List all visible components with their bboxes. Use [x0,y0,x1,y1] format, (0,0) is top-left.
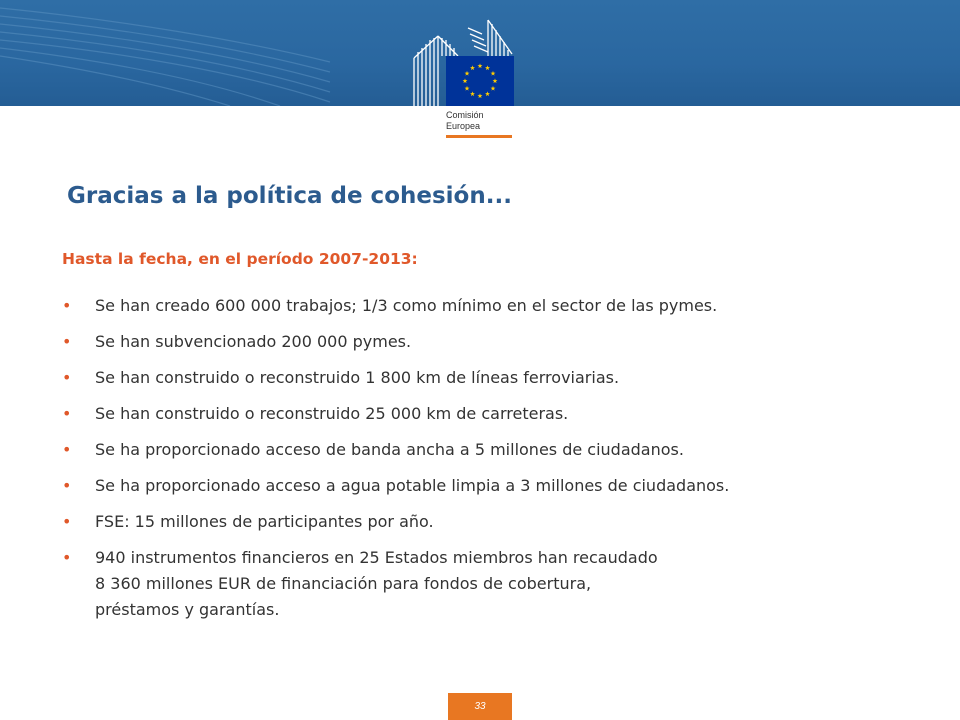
bullet-text-line: Se han construido o reconstruido 25 000 km de carreteras. [95,404,569,423]
page-number: 33 [448,693,512,720]
bullet-item [62,473,942,499]
slide-subtitle: Hasta la fecha, en el período 2007-2013: [62,250,418,268]
eu-star-icon [491,71,496,76]
bullet-item [62,545,942,623]
eu-star-icon [463,78,468,83]
logo-underline [446,135,512,138]
bullet-text-line: Se han creado 600 000 trabajos; 1/3 como mínimo en el sector de las pymes. [95,296,718,315]
bullet-text-line: 8 360 millones EUR de financiación para fondos de cobertura, [95,574,592,593]
bullet-item [62,365,942,391]
bullet-item [62,401,942,427]
bullet-dot-icon: • [62,548,72,567]
bullet-dot-icon: • [62,440,72,459]
eu-star-icon [485,65,490,70]
bullet-text-line: Se ha proporcionado acceso a agua potable limpia a 3 millones de ciudadanos. [95,476,730,495]
eu-stars-icon [446,56,514,106]
bullet-text-line: Se han subvencionado 200 000 pymes. [95,332,412,351]
bullet-text-line: Se han construido o reconstruido 1 800 km de líneas ferroviarias. [95,368,620,387]
bullet-dot-icon: • [62,476,72,495]
bullet-text-line: préstamos y garantías. [95,600,280,619]
logo-line-2: Europea [446,121,481,131]
bullet-text-line: FSE: 15 millones de participantes por año. [95,512,434,531]
eu-star-icon [465,71,470,76]
bullet-item [62,329,942,355]
logo-text [446,110,516,132]
bullet-item [62,293,942,319]
bullet-text-line: 940 instrumentos financieros en 25 Estados miembros han recaudado [95,548,658,567]
eu-star-icon [491,86,496,91]
eu-star-icon [478,63,483,68]
bullet-dot-icon: • [62,332,72,351]
eu-star-icon [470,65,475,70]
eu-star-icon [470,91,475,96]
bullet-item [62,437,942,463]
bullet-dot-icon: • [62,404,72,423]
slide-title: Gracias a la política de cohesión... [67,183,512,209]
eu-star-icon [493,78,498,83]
bullet-dot-icon: • [62,296,72,315]
bullet-dot-icon: • [62,512,72,531]
eu-flag-icon [446,56,514,106]
bullet-item [62,509,942,535]
eu-star-icon [485,91,490,96]
logo-line-1: Comisión [446,110,484,120]
eu-star-icon [478,93,483,98]
bullet-list [62,293,942,633]
eu-star-icon [465,86,470,91]
bullet-text-line: Se ha proporcionado acceso de banda ancha a 5 millones de ciudadanos. [95,440,684,459]
bullet-dot-icon: • [62,368,72,387]
